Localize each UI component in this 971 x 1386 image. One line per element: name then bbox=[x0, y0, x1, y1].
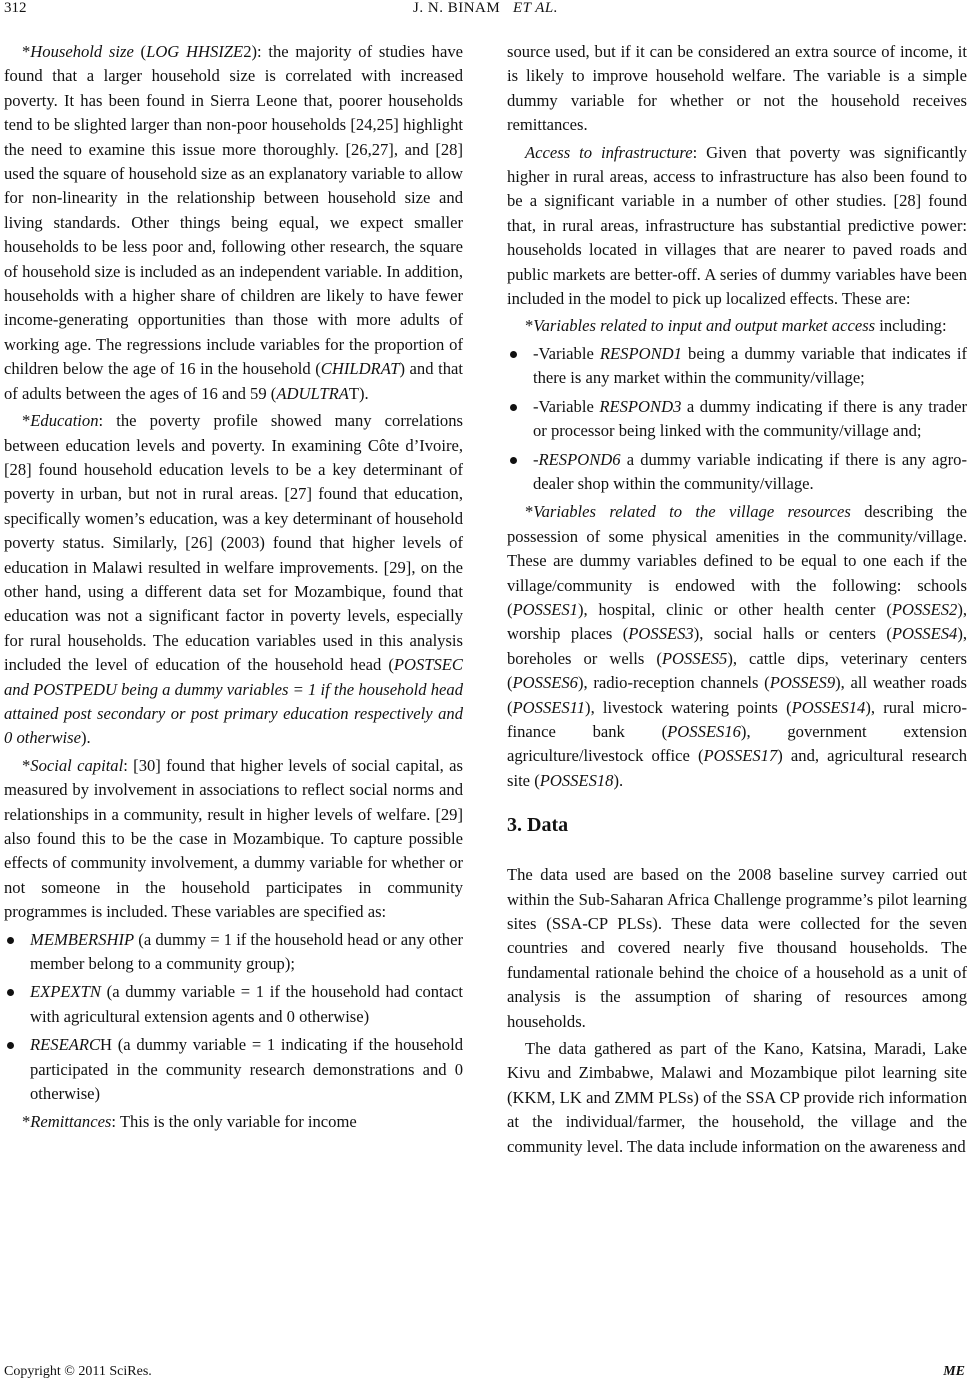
text-segment: (a dummy variable = 1 if the household had contact with agricultural extension agents and 0 otherwise) bbox=[30, 982, 463, 1026]
text-segment: ), all weather roads ( bbox=[507, 673, 967, 717]
list-item bbox=[507, 448, 967, 497]
text-segment: ), rural micro-finance bank ( bbox=[507, 697, 968, 741]
var-research: RESEARC bbox=[30, 1035, 101, 1055]
text-segment: ) and, agricultural research site ( bbox=[507, 746, 967, 790]
text-segment: source used, but if it can be considered an extra source of income, it is likely to improve household welfare. The variable is a simple dummy variable for whether or not the household receives remittances. bbox=[507, 42, 967, 135]
var-posses17: POSSES17 bbox=[703, 746, 778, 766]
text-segment: The data gathered as part of the Kano, Katsina, Maradi, Lake Kivu and Zimbabwe, Malawi and Mozambique pilot learning site (KKM, LK and ZMM PLSs) of the SSA CP provide rich information at the individual/farmer, the household, the village and the community level. The data include information on the awareness and bbox=[507, 1039, 967, 1156]
term-remittances: Remittances bbox=[30, 1112, 112, 1132]
paragraph-education bbox=[4, 409, 463, 751]
paragraph-remittances bbox=[4, 1110, 463, 1134]
education-variable-definition: POSTSEC and POSTPEDU being a dummy variables = 1 if the household head attained post secondary or post primary education respectively and 0 otherwise bbox=[4, 655, 463, 748]
bullet-dot-icon bbox=[7, 937, 14, 944]
text-segment: : the poverty profile showed many correlations between education levels and poverty. In examining Côte d’Ivoire, [28] found household education levels to be a key determinant of poverty in urban, but not in rural areas. [27] found that education, specifically women’s education, was a key determinant of household poverty status. Similarly, [26] (2003) found that higher levels of education in Malawi resulted in welfare improvements. [29], on the other hand, using a different data set for Mozambique, found that education was not a significant factor in poverty levels, especially for rural households. The education variables used in this analysis included the level of education of the household head ( bbox=[4, 411, 463, 675]
text-segment: ). bbox=[80, 728, 91, 748]
term-education: Education bbox=[30, 411, 99, 431]
list-item bbox=[4, 980, 463, 1029]
term-household-size: Household size bbox=[30, 42, 134, 61]
text-segment: -Variable bbox=[533, 396, 600, 416]
text-segment: : [30] found that higher levels of social capital, as measured by involvement in associations to reflect social norms and relationships in a community, result in higher levels of welfare. [29] also found this to be the case in Mozambique. To capture possible effects of community involvement, a dummy variable for whether or not someone in the household participates in community programmes is included. These variables are specified as: bbox=[4, 755, 463, 922]
running-header bbox=[0, 0, 971, 17]
var-posses4: POSSES4 bbox=[891, 624, 958, 644]
list-item bbox=[4, 1033, 463, 1106]
var-posses16: POSSES16 bbox=[667, 721, 741, 741]
asterisk-marker: * bbox=[525, 316, 534, 336]
text-segment: The data used are based on the 2008 baseline survey carried out within the Sub-Saharan Africa Challenge programme’s pilot learning sites (SSA-CP PLSs). These data were collected for the seven countries and covered nearly five thousand households. The fundamental rationale behind the choice of a household as a unit of analysis is the assumption of sharing of resources among households. bbox=[507, 865, 967, 1031]
text-segment: a dummy variable indicating if there is any agro-dealer shop within the community/village. bbox=[533, 449, 967, 493]
text-segment: ), hospital, clinic or other health center ( bbox=[577, 599, 892, 619]
text-segment: ( bbox=[133, 42, 147, 61]
var-posses18: POSSES18 bbox=[539, 770, 614, 790]
text-segment: (a dummy = 1 if the household head or any other member belong to a community group); bbox=[30, 929, 463, 974]
text-segment: T). bbox=[348, 383, 369, 403]
var-log-hhsize: LOG HHSIZE bbox=[146, 42, 244, 61]
bullet-dot-icon bbox=[7, 1042, 14, 1049]
term-village-resources: Variables related to the village resources bbox=[533, 502, 851, 522]
text-segment: - bbox=[533, 449, 539, 469]
text-segment: ), boreholes or wells ( bbox=[507, 624, 967, 668]
term-social-capital: Social capital bbox=[30, 755, 124, 775]
var-posses6: POSSES6 bbox=[512, 673, 578, 693]
paragraph-data-content bbox=[507, 1037, 967, 1159]
text-segment: a dummy indicating if there is any trader or processor being linked with the community/village and; bbox=[533, 396, 967, 441]
left-column bbox=[4, 40, 463, 1138]
paragraph-access-infrastructure bbox=[507, 141, 967, 312]
section-heading-data: 3. Data bbox=[507, 814, 569, 837]
var-adultrat: ADULTRA bbox=[276, 383, 349, 403]
text-segment: ). bbox=[613, 770, 624, 790]
bullet-dot-icon bbox=[510, 404, 517, 411]
var-childrat: CHILDRAT bbox=[320, 359, 400, 379]
var-respond6: RESPOND6 bbox=[538, 449, 621, 469]
text-segment: ) and that of adults between the ages of 16 and 59 ( bbox=[4, 359, 463, 403]
journal-abbreviation: ME bbox=[943, 1364, 965, 1379]
market-access-variable-list bbox=[507, 342, 967, 496]
list-item bbox=[4, 928, 463, 977]
var-posses1: POSSES1 bbox=[512, 599, 578, 619]
asterisk-marker: * bbox=[525, 502, 534, 522]
text-segment: 2): the majority of studies have found that a larger household size is correlated with increased poverty. It has been found in Sierra Leone that, poorer households tend to be slighted larger than non-poor households [24,25] highlight the need to examine this issue more thoroughly. [26,27], and [28] used the square of household size as an explanatory variable to allow for non-linearity in the relationship between household size and living standards. Other things being equal, we expect smaller households to be less poor and, following other research, the square of household size is included as an independent variable. In addition, households with a higher share of children are likely to have fewer income-generating opportunities than those with more adults of working age. The regressions include variables for the proportion of children below the age of 16 in the household ( bbox=[4, 42, 463, 379]
list-item bbox=[507, 395, 967, 444]
bullet-dot-icon bbox=[510, 351, 517, 358]
text-segment: : This is the only variable for income bbox=[111, 1112, 357, 1132]
var-posses11: POSSES11 bbox=[512, 697, 586, 717]
asterisk-marker: * bbox=[22, 411, 31, 431]
text-segment: ), livestock watering points ( bbox=[585, 697, 792, 717]
var-posses9: POSSES9 bbox=[769, 673, 836, 693]
text-segment: being a dummy variable that indicates if there is any market within the community/village; bbox=[533, 343, 967, 388]
var-posses2: POSSES2 bbox=[891, 599, 958, 619]
text-segment: ), worship places ( bbox=[507, 599, 967, 644]
var-respond1: RESPOND1 bbox=[599, 343, 682, 363]
bullet-dot-icon bbox=[7, 989, 14, 996]
var-membership: MEMBERSHIP bbox=[30, 929, 135, 949]
text-segment: ), radio-reception channels ( bbox=[577, 673, 770, 693]
asterisk-marker: * bbox=[22, 42, 31, 61]
text-segment: ), government extension agriculture/livestock office ( bbox=[507, 721, 968, 766]
page-number: 312 bbox=[4, 0, 27, 16]
paragraph-remittances-continued bbox=[507, 40, 967, 138]
text-segment: : Given that poverty was significantly higher in rural areas, access to infrastructure has also been found to be a significant variable in a number of other studies. [28] found that, in rural areas, infrastructure has substantial predictive power: households located in villages that are nearer to paved roads and public markets are better-off. A series of dummy variables have been included in the model to pick up localized effects. These are: bbox=[507, 142, 967, 309]
var-expextn: EXPEXTN bbox=[30, 982, 101, 1002]
text-segment: including: bbox=[875, 316, 947, 336]
text-segment: ), cattle dips, veterinary centers ( bbox=[507, 648, 967, 693]
var-posses14: POSSES14 bbox=[791, 697, 866, 717]
running-header-author: J. N. BINAM bbox=[413, 0, 501, 16]
list-item bbox=[507, 342, 967, 391]
asterisk-marker: * bbox=[22, 1112, 31, 1132]
paragraph-data-source bbox=[507, 863, 967, 1034]
copyright-notice: Copyright © 2011 SciRes. bbox=[4, 1364, 152, 1379]
paragraph-village-resources bbox=[507, 500, 967, 793]
var-posses3: POSSES3 bbox=[628, 624, 694, 644]
text-segment: H (a dummy variable = 1 indicating if the household participated in the community research demonstrations and 0 otherwise) bbox=[30, 1035, 463, 1104]
term-market-access: Variables related to input and output market access bbox=[533, 316, 876, 336]
text-segment: -Variable bbox=[533, 343, 600, 363]
var-posses5: POSSES5 bbox=[661, 648, 728, 668]
bullet-dot-icon bbox=[510, 457, 517, 464]
paragraph-market-access bbox=[507, 314, 967, 338]
text-segment: describing the possession of some physical amenities in the community/village. These are dummy variables defined to be equal to one each if the village/community is endowed with the following: schools ( bbox=[507, 502, 967, 619]
asterisk-marker: * bbox=[22, 755, 31, 775]
paragraph-social-capital bbox=[4, 754, 463, 925]
var-respond3: RESPOND3 bbox=[599, 396, 682, 416]
right-column bbox=[507, 40, 967, 1162]
term-access-infrastructure: Access to infrastructure bbox=[525, 142, 693, 162]
text-segment: ), social halls or centers ( bbox=[693, 624, 892, 644]
social-capital-variable-list bbox=[4, 928, 463, 1107]
running-header-etal: ET AL. bbox=[512, 0, 558, 16]
paragraph-household-size bbox=[4, 40, 463, 406]
